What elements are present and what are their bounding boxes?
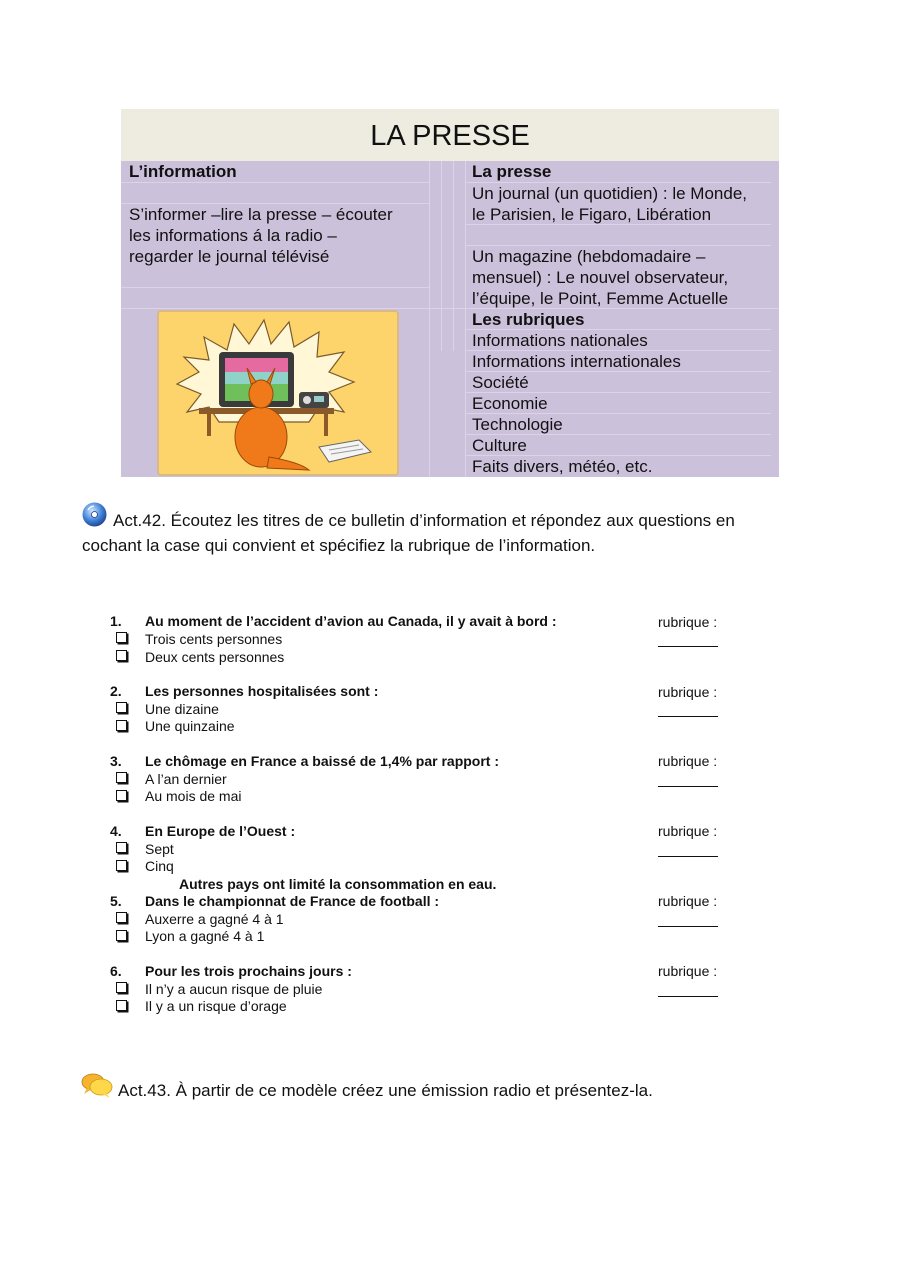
grid-line [441, 161, 442, 351]
option-checkbox[interactable] [116, 772, 127, 783]
question-text: Pour les trois prochains jours : [145, 963, 352, 979]
magazine-line: Un magazine (hebdomadaire – [472, 247, 706, 266]
option-checkbox[interactable] [116, 632, 127, 643]
rubrique-label: rubrique : [658, 614, 718, 630]
rubrique-label: rubrique : [658, 893, 718, 909]
option-checkbox[interactable] [116, 720, 127, 731]
option-label: Lyon a gagné 4 à 1 [145, 928, 265, 944]
option-checkbox[interactable] [116, 860, 127, 871]
left-line: S’informer –lire la presse – écouter [129, 205, 393, 224]
grid-line [121, 182, 429, 183]
rubrique-blank[interactable] [658, 786, 718, 787]
option-label: Une quinzaine [145, 718, 235, 734]
question-text: Dans le championnat de France de football : [145, 893, 440, 909]
option-label: Cinq [145, 858, 174, 874]
question-text: Au moment de l’accident d’avion au Canada, il y avait à bord : [145, 613, 557, 629]
option-label: Auxerre a gagné 4 à 1 [145, 911, 284, 927]
rubrique-blank[interactable] [658, 716, 718, 717]
kangaroo-watching-tv-icon [159, 312, 397, 474]
question-number: 1. [110, 613, 122, 629]
question-number: 5. [110, 893, 122, 909]
rubrique-blank[interactable] [658, 856, 718, 857]
grid-line [429, 161, 430, 477]
rubrique-item: Société [472, 373, 529, 392]
grid-line [121, 287, 429, 288]
question-number: 4. [110, 823, 122, 839]
rubrique-item: Informations internationales [472, 352, 681, 371]
option-checkbox[interactable] [116, 650, 127, 661]
question-text: Les personnes hospitalisées sont : [145, 683, 379, 699]
option-label: Trois cents personnes [145, 631, 283, 647]
option-checkbox[interactable] [116, 702, 127, 713]
right-heading: La presse [472, 162, 552, 181]
rubrique-label: rubrique : [658, 823, 718, 839]
act42-line1: Act.42. Écoutez les titres de ce bulletin d’information et répondez aux questions en [113, 511, 735, 530]
rubrique-item: Economie [472, 394, 548, 413]
left-heading: L’information [129, 162, 237, 181]
rubrique-blank[interactable] [658, 926, 718, 927]
question-number: 3. [110, 753, 122, 769]
act42-line2: cochant la case qui convient et spécifiez la rubrique de l’information. [82, 536, 596, 555]
question-number: 6. [110, 963, 122, 979]
left-line: regarder le journal télévisé [129, 247, 330, 266]
option-label: Il n’y a aucun risque de pluie [145, 981, 323, 997]
option-label: Sept [145, 841, 174, 857]
rubrique-item: Culture [472, 436, 527, 455]
option-checkbox[interactable] [116, 842, 127, 853]
grid-line [453, 161, 454, 351]
rubriques-heading: Les rubriques [472, 310, 585, 329]
option-label: Au mois de mai [145, 788, 242, 804]
act43-text: Act.43. À partir de ce modèle créez une émission radio et présentez-la. [118, 1081, 653, 1100]
magazine-line: mensuel) : Le nouvel observateur, [472, 268, 729, 287]
option-label: Il y a un risque d’orage [145, 998, 287, 1014]
rubrique-label: rubrique : [658, 963, 718, 979]
option-label: A l’an dernier [145, 771, 227, 787]
press-table [121, 109, 779, 477]
table-title: LA PRESSE [121, 109, 779, 161]
journal-line: Un journal (un quotidien) : le Monde, [472, 184, 747, 203]
question-note: Autres pays ont limité la consommation en eau. [179, 876, 497, 892]
audio-cd-icon [82, 502, 107, 527]
rubrique-item: Technologie [472, 415, 563, 434]
option-checkbox[interactable] [116, 982, 127, 993]
option-label: Une dizaine [145, 701, 219, 717]
grid-line [465, 161, 466, 477]
rubrique-label: rubrique : [658, 753, 718, 769]
journal-line: le Parisien, le Figaro, Libération [472, 205, 712, 224]
question-text: Le chômage en France a baissé de 1,4% par rapport : [145, 753, 500, 769]
option-checkbox[interactable] [116, 930, 127, 941]
option-checkbox[interactable] [116, 1000, 127, 1011]
magazine-line: l’équipe, le Point, Femme Actuelle [472, 289, 729, 308]
option-label: Deux cents personnes [145, 649, 285, 665]
question-number: 2. [110, 683, 122, 699]
option-checkbox[interactable] [116, 912, 127, 923]
option-checkbox[interactable] [116, 790, 127, 801]
left-line: les informations á la radio – [129, 226, 337, 245]
rubrique-blank[interactable] [658, 646, 718, 647]
speech-bubbles-icon [81, 1072, 113, 1098]
question-text: En Europe de l’Ouest : [145, 823, 296, 839]
rubrique-item: Faits divers, météo, etc. [472, 457, 653, 476]
rubrique-item: Informations nationales [472, 331, 648, 350]
rubrique-label: rubrique : [658, 684, 718, 700]
kangaroo-tv-illustration [157, 310, 399, 476]
rubrique-blank[interactable] [658, 996, 718, 997]
